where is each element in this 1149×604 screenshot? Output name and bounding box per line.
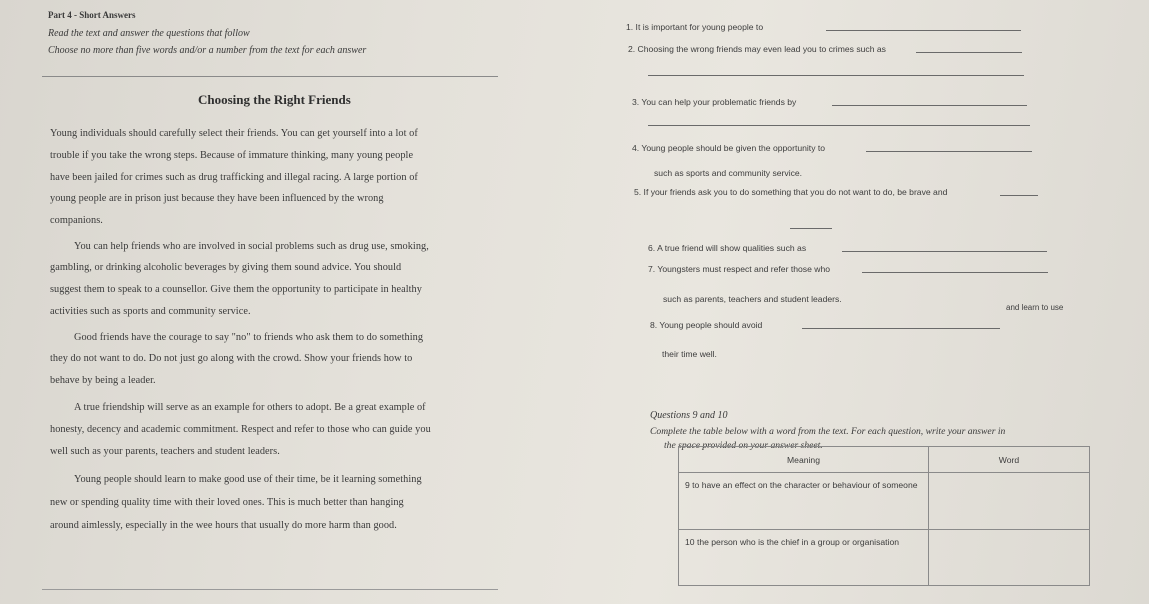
- q910-instruction: Complete the table below with a word from the text. For each question, write your answer in: [650, 426, 1006, 437]
- passage-line: A true friendship will serve as an example for others to adopt. Be a great example of: [74, 402, 426, 413]
- question-8-end: their time well.: [662, 349, 717, 359]
- table-row: [679, 529, 1090, 586]
- answer-blank-4[interactable]: [866, 151, 1032, 152]
- col-meaning-header: Meaning: [679, 447, 929, 473]
- question-7: 7. Youngsters must respect and refer those who: [648, 264, 831, 274]
- passage-line: honesty, decency and academic commitment. Respect and refer to those who can guide you: [50, 424, 431, 435]
- meaning-9: 9 to have an effect on the character or behaviour of someone: [679, 473, 929, 530]
- passage-line: around aimlessly, especially in the wee hours that usually do more harm than good.: [50, 520, 397, 531]
- passage-line: trouble if you take the wrong steps. Because of immature thinking, many young people: [50, 150, 414, 161]
- q910-instruction-cont: the space provided on your answer sheet.: [664, 440, 823, 451]
- table-row: [679, 473, 1090, 530]
- passage-line: You can help friends who are involved in social problems such as drug use, smoking,: [74, 241, 429, 252]
- passage-line: gambling, or drinking alcoholic beverages by giving them sound advice. You should: [50, 262, 402, 273]
- answer-blank-2-cont[interactable]: [648, 75, 1024, 76]
- passage-line: behave by being a leader.: [50, 375, 156, 386]
- answer-blank-5[interactable]: [1000, 195, 1038, 196]
- answer-blank-1[interactable]: [826, 30, 1021, 31]
- question-8: 8. Young people should avoid: [650, 320, 763, 330]
- question-6: 6. A true friend will show qualities such as: [648, 243, 807, 253]
- question-3: 3. You can help your problematic friends by: [632, 97, 797, 107]
- answer-blank-7[interactable]: [862, 272, 1048, 273]
- passage-line: well such as your parents, teachers and student leaders.: [50, 446, 280, 457]
- question-1: 1. It is important for young people to: [626, 22, 764, 32]
- question-2: 2. Choosing the wrong friends may even lead you to crimes such as: [628, 44, 886, 54]
- word-answer-9[interactable]: [929, 473, 1090, 530]
- passage-line: have been jailed for crimes such as drug trafficking and illegal racing. A large portion of: [50, 172, 418, 183]
- question-5: 5. If your friends ask you to do something that you do not want to do, be brave and: [634, 187, 948, 197]
- col-word-header: Word: [929, 447, 1090, 473]
- answer-blank-2[interactable]: [916, 52, 1022, 53]
- table-header-row: [679, 447, 1090, 473]
- passage-line: companions.: [50, 215, 103, 226]
- passage-line: Young individuals should carefully select their friends. You can get yourself into a lot of: [50, 128, 418, 139]
- answer-blank-6[interactable]: [842, 251, 1047, 252]
- instruction-word-limit: Choose no more than five words and/or a number from the text for each answer: [48, 45, 367, 56]
- passage-line: Good friends have the courage to say "no" to friends who ask them to do something: [74, 332, 424, 343]
- instruction-read-text: Read the text and answer the questions that follow: [48, 28, 250, 39]
- question-7-cont: such as parents, teachers and student leaders.: [663, 294, 842, 304]
- part-title: Part 4 - Short Answers: [48, 10, 136, 20]
- answer-blank-3-cont[interactable]: [648, 125, 1030, 126]
- answer-blank-3[interactable]: [832, 105, 1027, 106]
- word-answer-10[interactable]: [929, 529, 1090, 586]
- question-4-cont: such as sports and community service.: [654, 168, 803, 178]
- q910-title: Questions 9 and 10: [650, 410, 728, 421]
- answer-blank-8a[interactable]: [802, 328, 1000, 329]
- passage-line: young people are in prison just because they have been influenced by the wrong: [50, 193, 384, 204]
- passage-line: activities such as sports and community service.: [50, 306, 251, 317]
- passage-line: Young people should learn to make good use of their time, be it learning something: [74, 474, 422, 485]
- passage-line: new or spending quality time with their loved ones. This is much better than hanging: [50, 497, 404, 508]
- passage-title: Choosing the Right Friends: [198, 92, 351, 107]
- vocab-table: [678, 446, 1090, 586]
- question-8-mid: and learn to use: [1006, 303, 1064, 312]
- answer-blank-5-cont[interactable]: [790, 228, 832, 229]
- passage-line: suggest them to speak to a counsellor. Give them the opportunity to participate in healthy: [50, 284, 422, 295]
- question-4: 4. Young people should be given the opportunity to: [632, 143, 826, 153]
- passage-line: they do not want to do. Do not just go along with the crowd. Show your friends how to: [50, 353, 413, 364]
- meaning-10: 10 the person who is the chief in a group or organisation: [679, 529, 929, 586]
